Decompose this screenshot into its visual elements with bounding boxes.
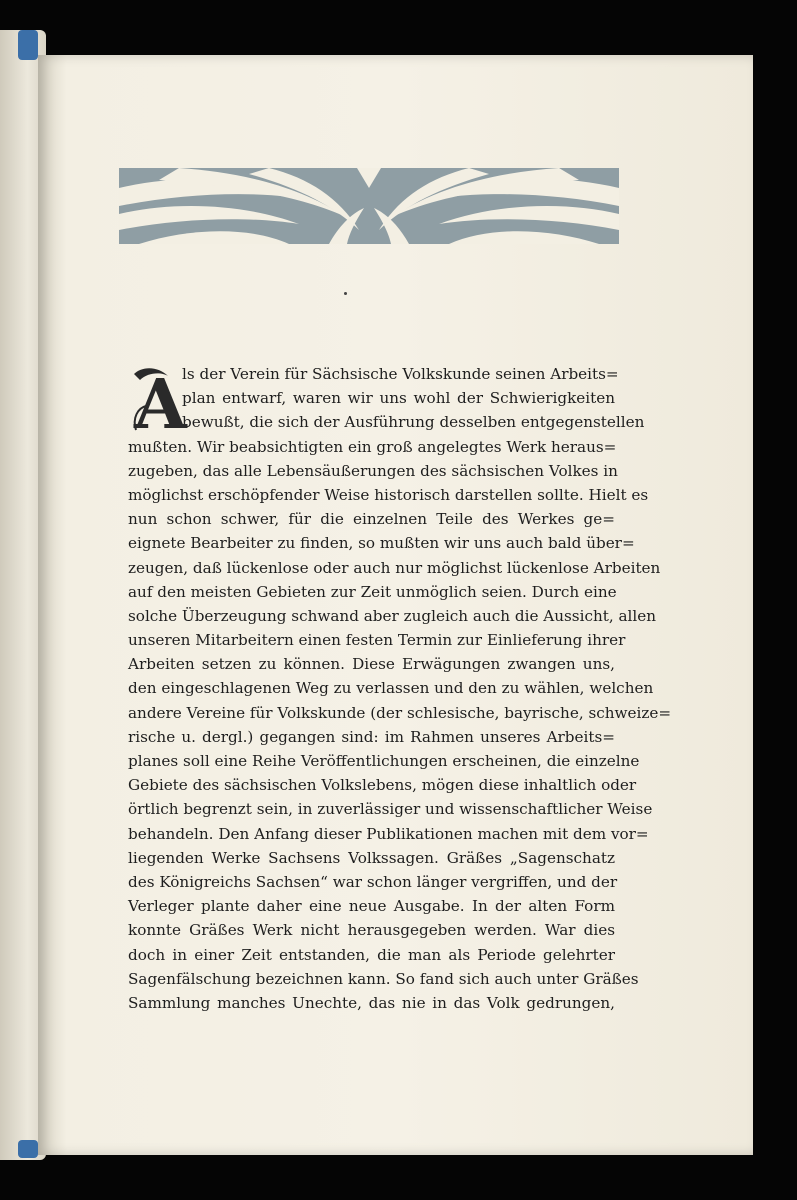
text-line: mußten. Wir beabsichtigten ein groß angelegtes Werk heraus=	[128, 437, 617, 456]
text-line: örtlich begrenzt sein, in zuverlässiger und wissenschaftlicher Weise	[128, 800, 653, 819]
text-line: Sammlung manches Unechte, das nie in das Volk gedrungen,	[128, 993, 615, 1012]
text-line: behandeln. Den Anfang dieser Publikationen machen mit dem vor=	[128, 824, 649, 843]
text-line: Gebiete des sächsischen Volkslebens, mögen diese inhaltlich oder	[128, 776, 637, 795]
body-text	[128, 362, 672, 1015]
text-line: liegenden Werke Sachsens Volkssagen. Gräßes „Sagenschatz	[128, 848, 615, 867]
text-line: solche Überzeugung schwand aber zugleich auch die Aussicht, allen	[128, 606, 657, 625]
text-line: planes soll eine Reihe Veröffentlichungen erscheinen, die einzelne	[128, 752, 640, 770]
decorative-header-ornament	[119, 168, 619, 244]
binding-thread-top	[18, 30, 38, 60]
text-line: doch in einer Zeit entstanden, die man als Periode gelehrter	[128, 945, 615, 964]
page-dot	[344, 292, 347, 295]
binding-thread-bottom	[18, 1140, 38, 1158]
drop-cap-initial	[128, 364, 187, 445]
text-line: nun schon schwer, für die einzelnen Teile des Werkes ge=	[128, 510, 615, 529]
text-line: möglichst erschöpfender Weise historisch darstellen sollte. Hielt es	[128, 485, 649, 504]
text-line: rische u. dergl.) gegangen sind: im Rahmen unseres Arbeits=	[128, 727, 615, 746]
text-line: Verleger plante daher eine neue Ausgabe. In der alten Form	[128, 897, 615, 916]
text-line: Sagenfälschung bezeichnen kann. So fand sich auch unter Gräßes	[128, 969, 639, 988]
text-line: bewußt, die sich der Ausführung desselben entgegenstellen	[182, 413, 645, 432]
text-line: konnte Gräßes Werk nicht herausgegeben werden. War dies	[128, 921, 615, 940]
text-line: des Königreichs Sachsen“ war schon länger vergriffen, und der	[128, 872, 618, 891]
text-line: den eingeschlagenen Weg zu verlassen und den zu wählen, welchen	[128, 679, 654, 698]
text-line: plan entwarf, waren wir uns wohl der Schwierigkeiten	[182, 389, 615, 408]
text-line: zeugen, daß lückenlose oder auch nur möglichst lückenlose Arbeiten	[128, 558, 661, 577]
text-line: andere Vereine für Volkskunde (der schlesische, bayrische, schweize=	[128, 703, 672, 722]
text-line: auf den meisten Gebieten zur Zeit unmöglich seien. Durch eine	[128, 582, 617, 601]
text-line: ls der Verein für Sächsische Volkskunde seinen Arbeits=	[182, 365, 619, 383]
text-line: Arbeiten setzen zu können. Diese Erwägungen zwangen uns,	[128, 655, 615, 674]
text-line: zugeben, das alle Lebensäußerungen des sächsischen Volkes in	[128, 461, 618, 480]
text-line: unseren Mitarbeitern einen festen Termin zur Einlieferung ihrer	[128, 631, 626, 650]
text-line: eignete Bearbeiter zu finden, so mußten wir uns auch bald über=	[128, 534, 635, 553]
drop-cap-letter: A	[134, 365, 187, 445]
